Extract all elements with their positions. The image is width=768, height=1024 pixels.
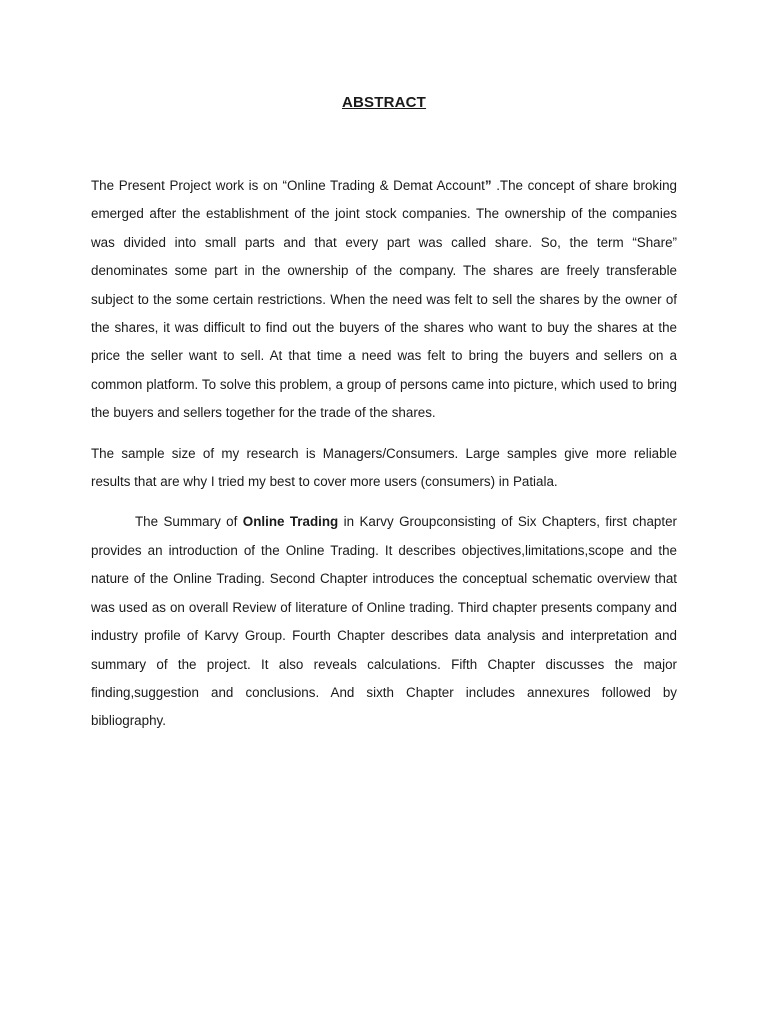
abstract-body (91, 172, 677, 736)
paragraph-1-rest: .The concept of share broking emerged after the establishment of the joint stock companies. The ownership of the companies was divided into small parts and that every part was called share. So, the term “Share” denominates some part in the ownership of the company. The shares are freely transferable subject to the some certain restrictions. When the need was felt to sell the shares by the owner of the shares, it was difficult to find out the buyers of the shares who want to buy the shares at the price the seller want to sell. At that time a need was felt to bring the buyers and sellers on a common platform. To solve this problem, a group of persons came into picture, which used to bring the buyers and sellers together for the trade of the shares. (91, 178, 677, 421)
paragraph-3-part-2: in Karvy Group (338, 514, 437, 530)
abstract-paragraph-2: The sample size of my research is Managers/Consumers. Large samples give more reliable results that are why I tried my best to cover more users (consumers) in Patiala. (91, 445, 677, 490)
paragraph-1-quote-close: ” (484, 178, 492, 193)
page-title: ABSTRACT (341, 94, 427, 111)
paragraph-3-bold-online-trading: Online Trading (242, 514, 339, 530)
abstract-paragraph-1 (91, 172, 677, 428)
paragraph-3-part-1: The Summary of (135, 514, 243, 530)
abstract-paragraph-3 (91, 508, 677, 735)
paragraph-3-part-3: consisting of Six Chapters, first chapter provides an introduction of the Online Trading. It describes objectives,limitations,scope and the nature of the Online Trading. Second Chapter introduces the conceptual schematic overview that was used as on overall Review of literature of Online trading. Third chapter presents company and industry profile of Karvy Group. Fourth Chapter describes data analysis and interpretation and summary of the project. It also reveals calculations. Fifth Chapter discusses the major finding,suggestion and conclusions. And sixth Chapter includes annexures followed by bibliography. (91, 514, 677, 729)
paragraph-1-intro: The Present Project work is on “Online Trading & Demat Account (91, 178, 485, 193)
